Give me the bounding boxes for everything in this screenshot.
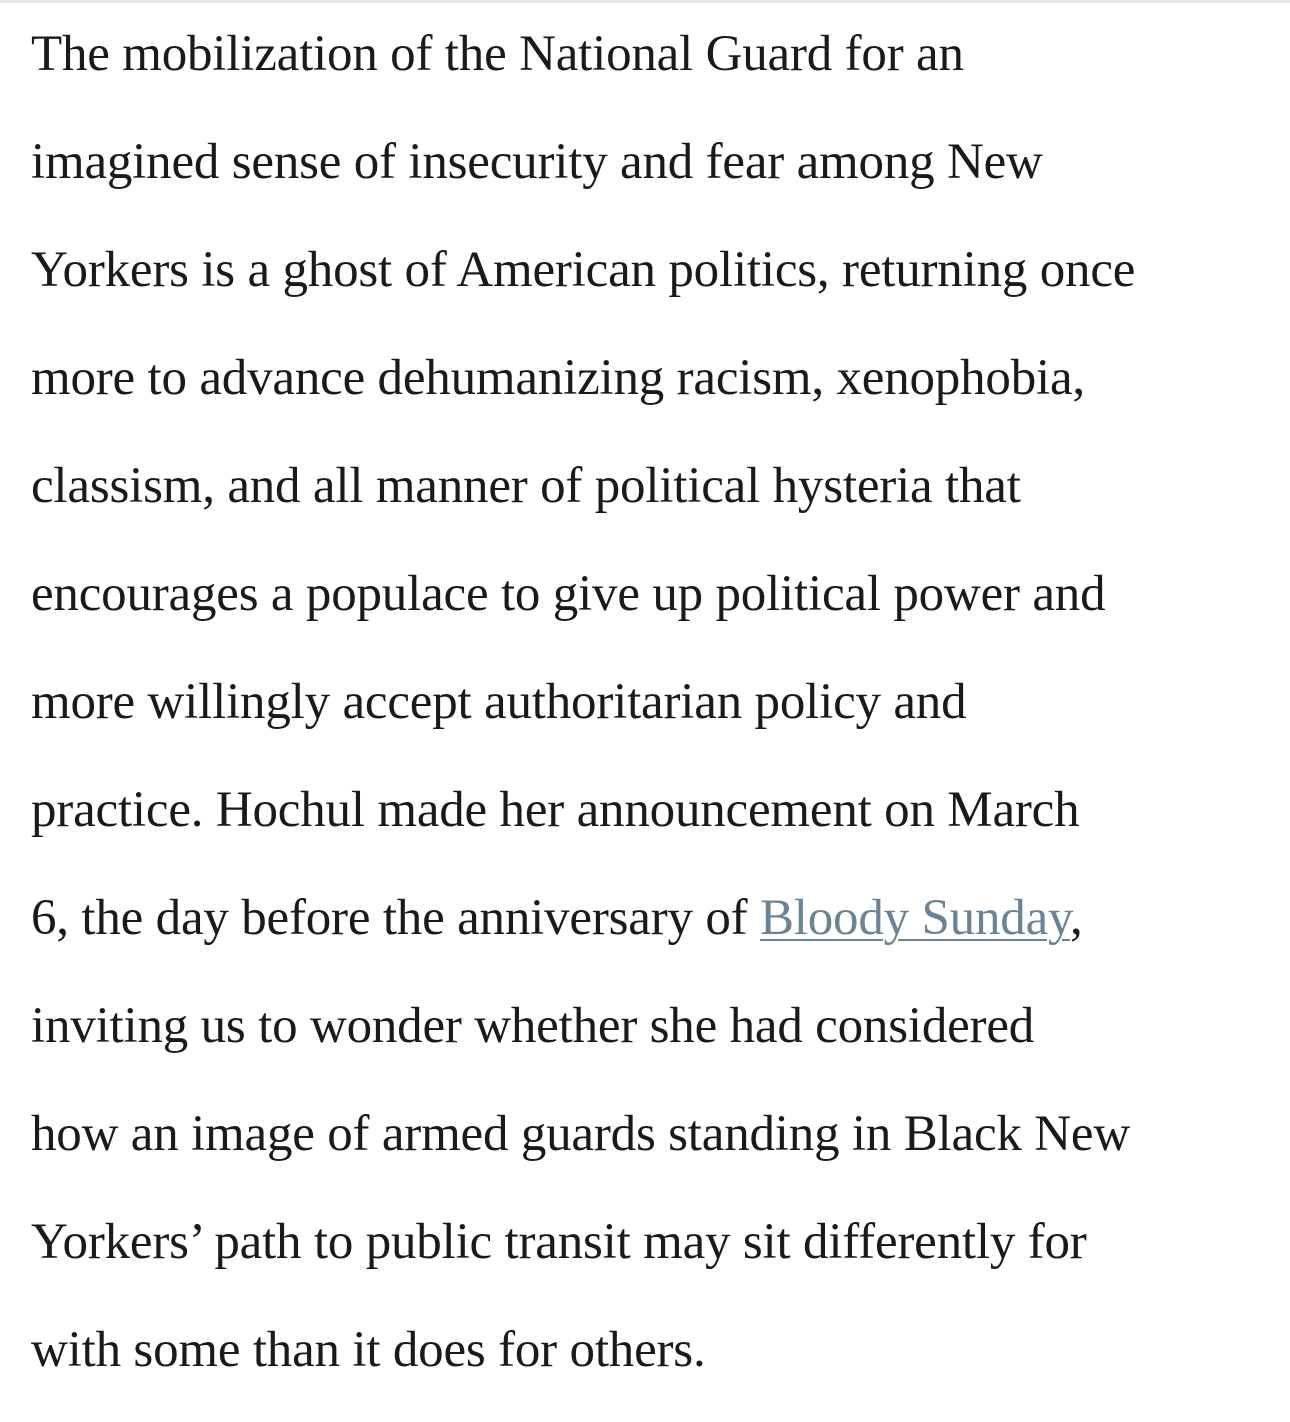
paragraph-line: Yorkers’ path to public transit may sit differently for [31,1214,1087,1270]
paragraph-line: practice. Hochul made her announcement on March [31,782,1080,838]
paragraph-line: inviting us to wonder whether she had considered [31,998,1035,1054]
paragraph-line: classism, and all manner of political hysteria that [31,458,1021,514]
paragraph-line-with-link [31,864,1276,972]
paragraph-line: Yorkers is a ghost of American politics, returning once [31,242,1136,298]
paragraph-line: how an image of armed guards standing in Black New [31,1106,1130,1162]
paragraph-text: 6, the day before the anniversary of [31,890,760,946]
article-paragraph [31,0,1276,1404]
paragraph-text: , [1070,890,1083,946]
paragraph-line: encourages a populace to give up political power and [31,566,1106,622]
paragraph-line: imagined sense of insecurity and fear among New [31,134,1043,190]
paragraph-line: more to advance dehumanizing racism, xenophobia, [31,350,1085,406]
paragraph-line: The mobilization of the National Guard for an [31,26,964,82]
paragraph-line: with some than it does for others. [31,1322,706,1378]
paragraph-line: more willingly accept authoritarian policy and [31,674,967,730]
article-body [31,0,1276,1404]
bloody-sunday-link[interactable]: Bloody Sunday [759,890,1070,946]
